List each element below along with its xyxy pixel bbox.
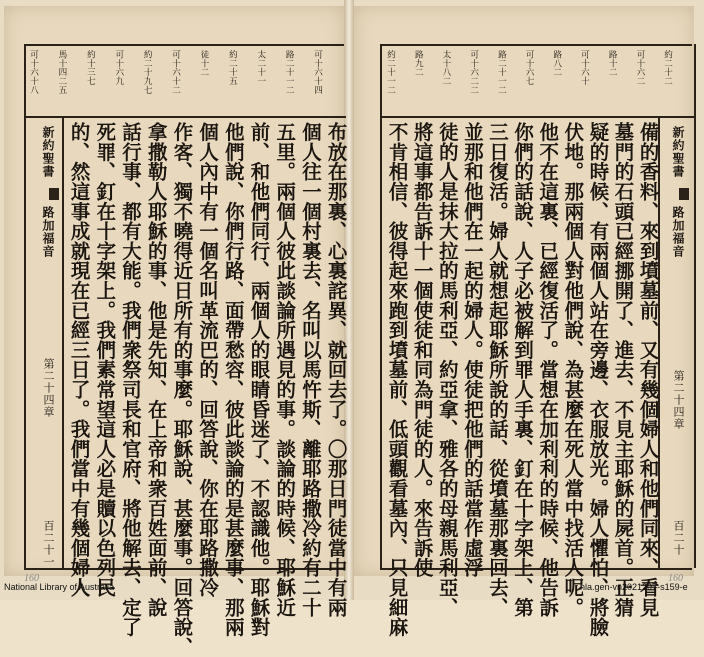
verse-reference: 太二十一 — [255, 50, 266, 86]
text-column: 伏地。那兩個人對他們說、為甚麼在死人當中找活人呢。 — [561, 122, 585, 617]
verse-reference: 馬十四二五 — [56, 50, 67, 94]
right-pencil-mark: 160 — [668, 573, 683, 584]
left-header-divider — [24, 116, 346, 118]
verse-reference: 約二十一二 — [385, 50, 396, 94]
verse-reference: 太十八二 — [440, 50, 451, 86]
text-column: 並那和他們在一起的婦人。使徒把他們的話當作虛浮 — [460, 122, 484, 578]
right-side-page-number: 百二十 — [672, 520, 685, 556]
verse-reference: 約十三七 — [85, 50, 96, 86]
left-pencil-mark: 160 — [24, 573, 39, 584]
verse-reference: 可十六十二 — [170, 50, 181, 94]
text-column: 不肯相信、彼得起來跑到墳墓前、低頭觀看墓內、只見細麻 — [385, 122, 409, 637]
text-column: 前、和他們同行、兩個人的眼睛昏迷了、不認識他。耶穌對 — [247, 122, 271, 637]
text-column: 五里。兩個人彼此談論所遇見的事。談論的時候、耶穌近 — [273, 122, 297, 617]
verse-reference: 可十六二二 — [468, 50, 479, 94]
verse-reference: 可十六七 — [524, 50, 535, 86]
text-column: 死罪、釘在十字架上。我們素常望這人必是贖以色列民 — [93, 122, 117, 598]
text-column: 備的香料、來到墳墓前、又有幾個婦人和他們同來、看見 — [636, 122, 660, 617]
right-side-subtitle: 路加福音 — [671, 206, 685, 258]
text-column: 他們說、你們行路、面帶愁容、彼此談論的是甚麼事、那兩 — [221, 122, 245, 637]
text-column: 拿撒勒人耶穌的事、他是先知、在上帝和衆百姓面前、說 — [144, 122, 168, 617]
left-side-title: 新約聖書 — [41, 126, 55, 178]
text-column: 他不在這裏、已經復活了。當想在加利利的時候、他告訴 — [536, 122, 560, 617]
text-column: 布放在那裏、心裏詫異、就回去了。〇那日門徒當中有兩 — [324, 122, 348, 617]
right-outer-rule — [694, 44, 696, 568]
left-side-page-number: 百二十一 — [42, 520, 55, 568]
text-column: 疑的時候、有兩個人站在旁邊、衣服放光。婦人懼怕、將臉 — [586, 122, 610, 637]
text-column: 的、然這事成就現在已經三日了。我們當中有幾個婦人 — [67, 122, 91, 598]
text-column: 作客、獨不曉得近日所有的事麼。耶穌說、甚麼事。回答說、 — [170, 122, 194, 657]
right-side-title: 新約聖書 — [671, 126, 685, 178]
text-column: 三日復活。婦人就想起耶穌所說的話、從墳墓那裏回去、 — [485, 122, 509, 617]
text-column: 個人往一個村裏去、名叫以馬忤斯、離耶路撒冷約有二十 — [298, 122, 322, 617]
footer-credit: National Library of Australia — [4, 582, 115, 592]
right-header-divider — [380, 116, 694, 118]
verse-reference: 可十六十四 — [312, 50, 323, 94]
verse-reference: 路二十一二 — [284, 50, 295, 94]
text-column: 個人內中有一個名叫革流巴的、回答說、你在耶路撒冷 — [196, 122, 220, 598]
verse-reference: 可十六二 — [634, 50, 645, 86]
verse-reference: 約二十二 — [662, 50, 673, 86]
verse-reference: 路九二 — [413, 50, 424, 77]
verse-reference: 約二十九七 — [142, 50, 153, 94]
left-sidebar-divider — [62, 116, 64, 568]
left-side-marker — [40, 186, 59, 202]
left-side-chapter: 第二十四章 — [42, 358, 55, 418]
left-side-subtitle: 路加福音 — [41, 206, 55, 258]
verse-reference: 路二十一二 — [496, 50, 507, 94]
text-column: 徒的人是抹大拉的馬利亞、約亞拿、雅各的母親馬利亞、 — [435, 122, 459, 617]
footer-identifier: nla.gen-vn2021207-s159-e — [580, 582, 688, 592]
right-side-chapter: 第二十四章 — [672, 370, 685, 430]
verse-reference: 徒十二 — [198, 50, 209, 77]
verse-reference: 可十六九 — [113, 50, 124, 86]
text-column: 你們的話說、人子必被解到罪人手裏、釘在十字架上、第 — [511, 122, 535, 617]
verse-reference: 可十六十八 — [28, 50, 39, 94]
text-column: 墓門的石頭已經挪開了、進去、不見主耶穌的屍首。正猜 — [611, 122, 635, 617]
verse-reference: 可十六十 — [579, 50, 590, 86]
verse-reference: 路八二 — [551, 50, 562, 77]
verse-reference: 約二十五 — [227, 50, 238, 86]
right-side-marker — [670, 186, 689, 202]
text-column: 將這事都告訴十一個使徒和同為門徒的人。來告訴使 — [410, 122, 434, 578]
verse-reference: 路十二 — [607, 50, 618, 77]
text-column: 話行事、都有大能。我們衆祭司長和官府、將他解去、定了 — [118, 122, 142, 637]
